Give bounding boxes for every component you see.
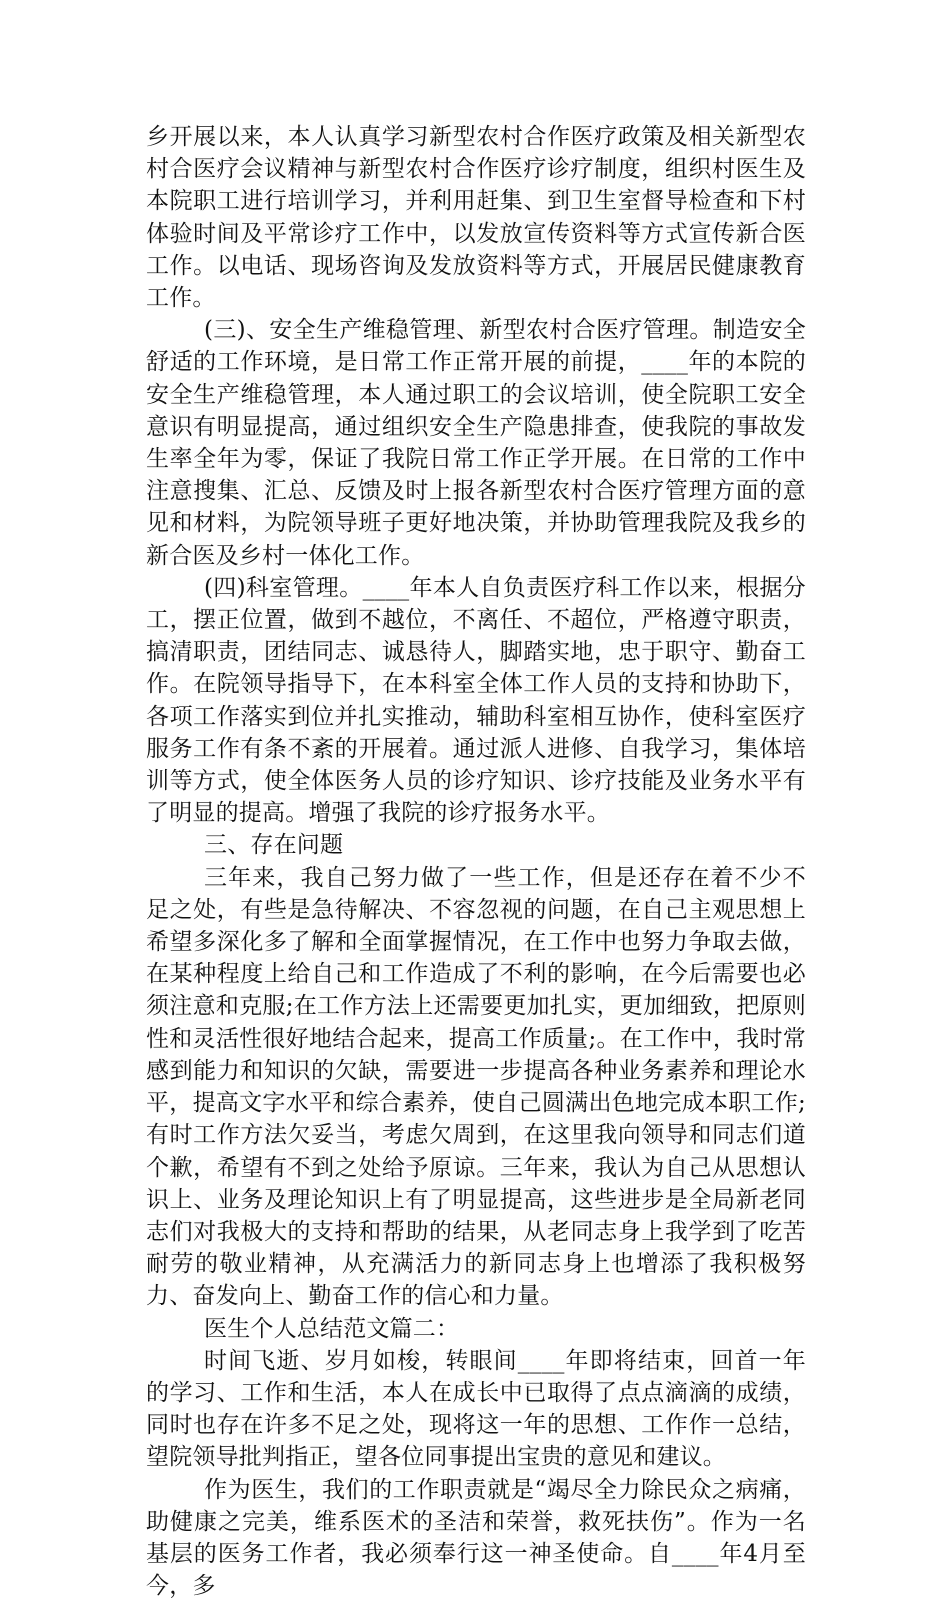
paragraph-safety-management: (三)、安全生产维稳管理、新型农村合医疗管理。制造安全舒适的工作环境，是日常工作正常开展的前提，____年的本院的安全生产维稳管理，本人通过职工的会议培训，使全院职工安全意识有明显提高，通过组织安全生产隐患排查，使我院的事故发生率全年为零，保证了我院日常工作正学开展。在日常的工作中注意搜集、汇总、反馈及时上报各新型农村合医疗管理方面的意见和材料，为院领导班子更好地决策，并协助管理我院及我乡的新合医及乡村一体化工作。 xyxy=(146,317,806,569)
paragraph-continuation: 乡开展以来，本人认真学习新型农村合作医疗政策及相关新型农村合医疗会议精神与新型农村合作医疗诊疗制度，组织村医生及本院职工进行培训学习，并利用赶集、到卫生室督导检查和下村体验时间及平常诊疗工作中，以发放宣传资料等方式宣传新合医工作。以电话、现场咨询及发放资料等方式，开展居民健康教育工作。 xyxy=(146,124,806,312)
document-body xyxy=(146,121,806,1602)
section-heading-problems: 三、存在问题 xyxy=(204,832,344,859)
paragraph-department-management: (四)科室管理。____年本人自负责医疗科工作以来，根据分工，摆正位置，做到不越位，不离任、不超位，严格遵守职责，搞清职责，团结同志、诚恳待人，脚踏实地，忠于职守、勤奋工作。在院领导指导下，在本科室全体工作人员的支持和协助下，各项工作落实到位并扎实推动，辅助科室相互协作，使科室医疗服务工作有条不紊的开展着。通过派人进修、自我学习，集体培训等方式，使全体医务人员的诊疗知识、诊疗技能及业务水平有了明显的提高。增强了我院的诊疗报务水平。 xyxy=(146,574,806,827)
paragraph-problems: 三年来，我自己努力做了一些工作，但是还存在着不少不足之处，有些是急待解决、不容忽视的问题，在自己主观思想上希望多深化多了解和全面掌握情况，在工作中也努力争取去做，在某种程度上给自己和工作造成了不利的影响，在今后需要也必须注意和克服;在工作方法上还需要更加扎实，更加细致，把原则性和灵活性很好地结合起来，提高工作质量;。在工作中，我时常感到能力和知识的欠缺，需要进一步提高各种业务素养和理论水平，提高文字水平和综合素养，使自己圆满出色地完成本职工作;有时工作方法欠妥当，考虑欠周到，在这里我向领导和同志们道个歉，希望有不到之处给予原谅。三年来，我认为自己从思想认识上、业务及理论知识上有了明显提高，这些进步是全局新老同志们对我极大的支持和帮助的结果，从老同志身上我学到了吃苦耐劳的敬业精神，从充满活力的新同志身上也增添了我积极努力、奋发向上、勤奋工作的信心和力量。 xyxy=(146,864,806,1310)
paragraph-year-review: 时间飞逝、岁月如梭，转眼间____年即将结束，回首一年的学习、工作和生活，本人在成长中已取得了点点滴滴的成绩，同时也存在许多不足之处，现将这一年的思想、工作作一总结，望院领导批判指正，望各位同事提出宝贵的意见和建议。 xyxy=(146,1347,806,1471)
article-heading-part-two: 医生个人总结范文篇二： xyxy=(204,1315,460,1342)
paragraph-doctor-duty: 作为医生，我们的工作职责就是“竭尽全力除民众之病痛，助健康之完美，维系医术的圣洁和荣誉，救死扶伤”。作为一名基层的医务工作者，我必须奉行这一神圣使命。自____年4月至今，多 xyxy=(146,1476,806,1600)
